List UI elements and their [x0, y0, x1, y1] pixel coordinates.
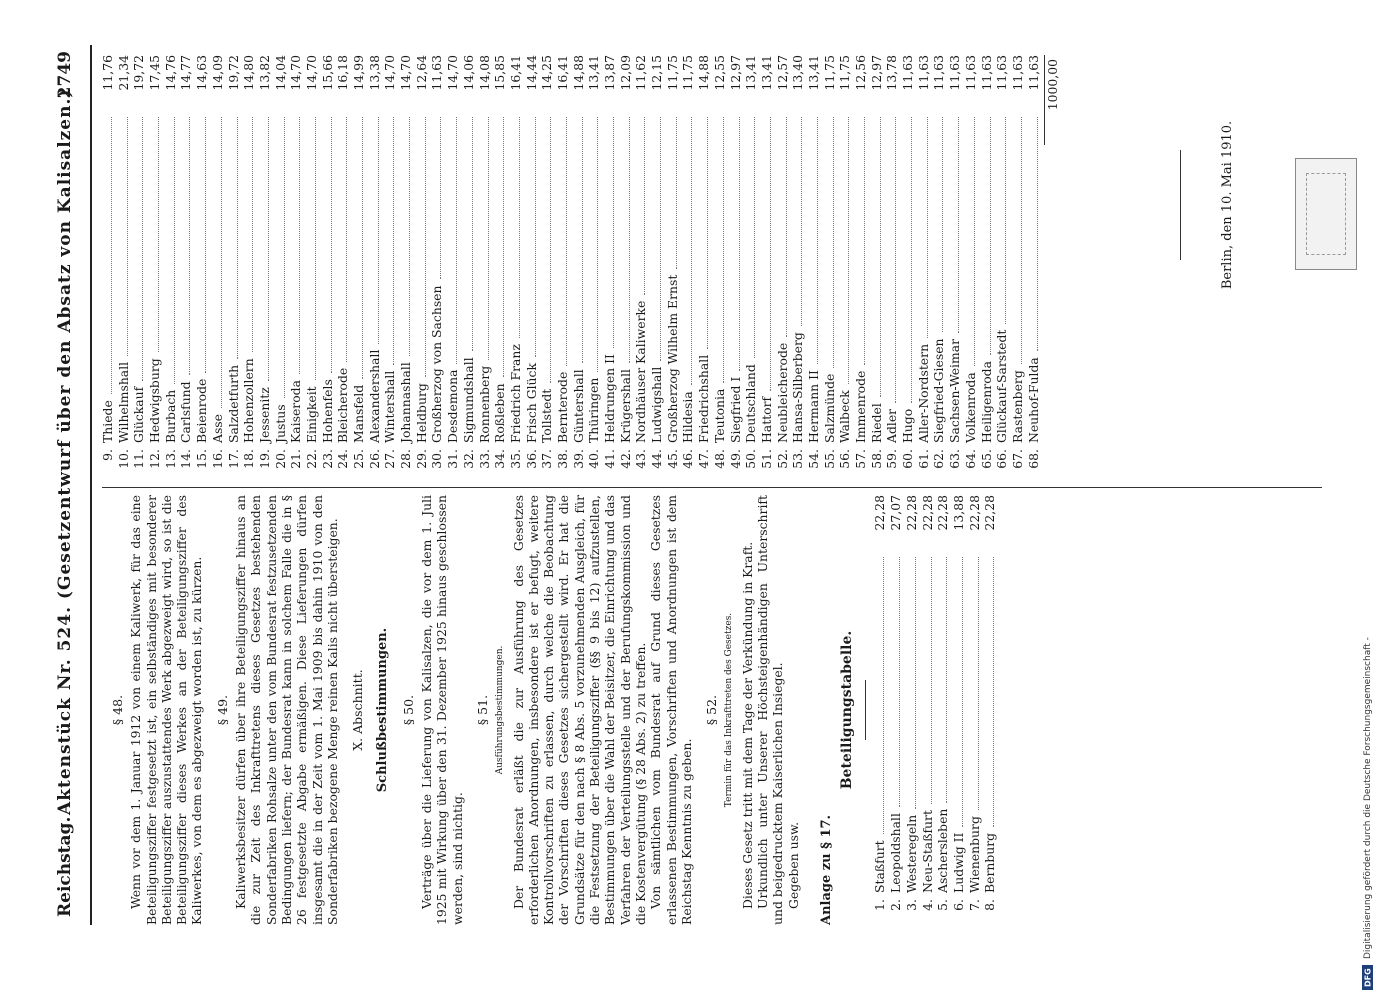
row-number: 52.: [774, 449, 790, 469]
row-name: Rastenberg: [1009, 370, 1025, 443]
row-name: Ludwig II: [950, 832, 966, 893]
side-note-text: Digitalisierung gefördert durch die Deutsche Forschungsgemeinschaft -: [1363, 637, 1373, 960]
row-value: 11,75: [664, 55, 680, 91]
section-51-heading: § 51.: [474, 694, 490, 726]
row-number: 64.: [962, 449, 978, 469]
row-value: 14,70: [398, 55, 414, 91]
row-name: Einigkeit: [303, 386, 319, 443]
row-number: 39.: [570, 449, 586, 469]
row-name: Ludwigshall: [649, 366, 665, 443]
row-number: 23.: [319, 449, 335, 469]
section-51-text-2: Von sämtlichen vom Bundesrat auf Grund dieses Gesetzes erlassenen Bestimmungen, Vorschriften und Anordnungen ist dem Reichstag Kenntnis zu geben.: [648, 495, 694, 925]
row-number: 34.: [492, 449, 508, 469]
row-number: 28.: [398, 449, 414, 469]
row-number: 67.: [1009, 449, 1025, 469]
row-number: 56.: [837, 449, 853, 469]
row-name: Friedrich Franz: [507, 344, 523, 443]
row-value: 15,66: [319, 55, 335, 91]
row-name: Neubleicherode: [774, 342, 790, 443]
row-name: Glückauf-Sarstedt: [994, 329, 1010, 443]
row-value: 15,85: [492, 55, 508, 91]
row-name: Volkenroda: [962, 372, 978, 443]
row-value: 14,99: [351, 55, 366, 91]
row-value: 14,06: [460, 55, 476, 91]
row-name: Tollstedt: [539, 388, 555, 443]
section-51-text-1: Der Bundesrat erläßt die zur Ausführung des Gesetzes erforderlichen Anordnungen, insbesondere ist er befugt, weitere Kontrollvorschriften zu erlassen, durch welche die Beobachtung der Vorschriften dieses Gesetzes sichergestellt wird. Er hat die Grundsätze für den nach § 8 Abs. 5 vorzunehmenden Ausgleich, für die Festsetzung der Beteiligungsziffer (§§ 9 bis 12) aufzustellen, Bestimmungen über die Wahl der Beisitzer, die Einrichtung und das Verfahren der Verteilungsstelle und der Berufungskommission und die Kostenvergütung (§ 28 Abs. 2) zu treffen.: [510, 495, 648, 925]
row-value: 12,09: [617, 55, 633, 91]
row-name: Neuhof-Fulda: [1025, 357, 1041, 443]
row-number: 35.: [507, 449, 523, 469]
row-number: 31.: [445, 449, 461, 469]
row-number: 29.: [413, 449, 429, 469]
row-value: 12,56: [853, 55, 868, 91]
row-value: 11,63: [931, 55, 947, 91]
row-value: 11,75: [821, 55, 837, 91]
section-52-subtitle: Termin für das Inkrafttreten des Gesetzes.: [724, 612, 735, 808]
row-number: 6.: [950, 899, 966, 911]
row-number: 43.: [633, 449, 649, 469]
row-name: Heldrungen II: [602, 354, 617, 443]
row-number: 42.: [617, 449, 633, 469]
row-number: 8.: [982, 899, 998, 911]
row-value: 13,38: [366, 55, 382, 91]
row-number: 47.: [696, 449, 712, 469]
row-name: Nordhäuser Kaliwerke: [633, 300, 649, 443]
section-50-text: Verträge über die Lieferung von Kalisalzen, die vor dem 1. Juli 1925 mit Wirkung über den 31. Dezember 1925 hinaus geschlossen werden, sind nichtig.: [419, 495, 465, 925]
row-name: Friedrichshall: [696, 354, 712, 443]
row-number: 66.: [994, 449, 1010, 469]
row-number: 48.: [711, 449, 727, 469]
header-title: Aktenstück Nr. 524. (Gesetzentwurf über den Absatz von Kalisalzen.): [55, 88, 75, 815]
row-name: Hermann II: [805, 370, 821, 443]
row-number: 68.: [1025, 449, 1041, 469]
row-name: Roßleben: [492, 383, 508, 443]
row-name: Thüringen: [586, 377, 602, 443]
row-name: Salzmünde: [821, 373, 837, 443]
section-52-text: Dieses Gesetz tritt mit dem Tage der Verkündung in Kraft.: [739, 541, 755, 909]
row-value: 19,72: [131, 55, 147, 91]
row-number: 30.: [429, 449, 445, 469]
row-name: Asse: [209, 414, 225, 443]
row-name: Wilhelmshall: [115, 361, 131, 443]
row-value: 11,75: [837, 55, 853, 91]
row-number: 3.: [903, 899, 919, 911]
page-number: 2749: [55, 51, 75, 99]
row-number: 55.: [821, 449, 837, 469]
row-name: Kaiseroda: [288, 380, 304, 443]
row-name: Siegfried-Giesen: [931, 338, 947, 443]
row-value: 12,97: [727, 55, 743, 91]
row-number: 17.: [225, 449, 241, 469]
row-value: 14,70: [445, 55, 461, 91]
row-name: Wienenburg: [966, 816, 982, 893]
row-number: 57.: [853, 449, 868, 469]
row-number: 63.: [947, 449, 963, 469]
date-line: Berlin, den 10. Mai 1910.: [1220, 120, 1235, 290]
row-number: 38.: [554, 449, 570, 469]
row-name: Bernburg: [982, 832, 998, 893]
row-name: Adler: [884, 408, 900, 443]
row-value: 16,41: [554, 55, 570, 91]
row-name: Güntershall: [570, 369, 586, 443]
row-value: 19,72: [225, 55, 241, 91]
row-number: 62.: [931, 449, 947, 469]
row-value: 13,41: [758, 55, 774, 91]
row-number: 65.: [978, 449, 994, 469]
row-value: 22,28: [982, 495, 998, 531]
row-value: 14,04: [272, 55, 288, 91]
header-left: Reichstag.: [55, 816, 75, 917]
row-value: 12,15: [649, 55, 665, 91]
row-name: Leopoldshall: [888, 813, 904, 893]
row-name: Sigmundshall: [460, 357, 476, 443]
row-value: 22,28: [872, 495, 888, 531]
date-rule: [1180, 150, 1181, 260]
row-name: Heiligenroda: [978, 361, 994, 443]
row-name: Justus: [272, 404, 288, 443]
row-value: 12,64: [413, 55, 429, 91]
row-number: 19.: [256, 449, 272, 469]
row-value: 13,41: [805, 55, 821, 91]
row-name: Westeregeln: [903, 814, 919, 893]
row-value: 14,44: [523, 55, 539, 91]
row-number: 18.: [241, 449, 257, 469]
row-number: 59.: [884, 449, 900, 469]
row-number: 4.: [919, 899, 935, 911]
row-value: 27,07: [888, 495, 904, 531]
row-name: Großherzog Wilhelm Ernst: [664, 274, 680, 443]
row-number: 12.: [147, 449, 163, 469]
gegeben-text: Gegeben usw.: [785, 821, 801, 909]
row-value: 14,09: [209, 55, 225, 91]
row-name: Aschersleben: [935, 808, 951, 893]
row-value: 14,70: [303, 55, 319, 91]
row-number: 26.: [366, 449, 382, 469]
row-name: Bleicherode: [335, 367, 351, 443]
row-name: Riedel: [868, 403, 884, 443]
row-name: Staßfurt: [872, 840, 888, 893]
row-value: 12,97: [868, 55, 884, 91]
row-value: 22,28: [935, 495, 951, 531]
row-value: 13,41: [586, 55, 602, 91]
row-value: 11,63: [978, 55, 994, 91]
row-number: 49.: [727, 449, 743, 469]
row-name: Hedwigsburg: [147, 358, 163, 443]
row-name: Krügershall: [617, 369, 633, 443]
row-name: Heldburg: [413, 383, 429, 443]
row-number: 37.: [539, 449, 555, 469]
row-name: Teutonia: [711, 388, 727, 443]
row-value: 14,76: [162, 55, 178, 91]
row-number: 45.: [664, 449, 680, 469]
row-name: Hugo: [900, 408, 916, 443]
row-value: 14,70: [288, 55, 304, 91]
table-title: Beteiligungstabelle.: [839, 630, 856, 790]
row-value: 11,63: [429, 55, 445, 91]
row-value: 14,77: [178, 55, 194, 91]
row-number: 1.: [872, 899, 888, 911]
section-48-heading: § 48.: [110, 694, 125, 726]
section-51-subtitle: Ausführungsbestimmungen.: [495, 645, 506, 775]
row-value: 22,28: [919, 495, 935, 531]
row-number: 21.: [288, 449, 304, 469]
row-value: 13,40: [790, 55, 806, 91]
row-number: 7.: [966, 899, 982, 911]
row-value: 11,63: [915, 55, 931, 91]
row-number: 25.: [351, 449, 366, 469]
row-value: 14,88: [696, 55, 712, 91]
row-value: 13,82: [256, 55, 272, 91]
row-number: 22.: [303, 449, 319, 469]
side-note: [1360, 30, 1376, 990]
row-number: 24.: [335, 449, 351, 469]
row-number: 61.: [915, 449, 931, 469]
seal-inner: [1306, 173, 1346, 255]
row-value: 11,75: [680, 55, 696, 91]
row-name: Sachsen-Weimar: [947, 338, 963, 443]
row-value: 12,57: [774, 55, 790, 91]
row-number: 32.: [460, 449, 476, 469]
row-number: 5.: [935, 899, 951, 911]
row-name: Walbeck: [837, 390, 853, 443]
row-number: 40.: [586, 449, 602, 469]
row-value: 11,63: [1025, 55, 1041, 91]
row-value: 16,18: [335, 55, 351, 91]
section-49-text: Kaliwerksbesitzer dürfen über ihre Beteiligungsziffer hinaus an die zur Zeit des Inkrafttretens dieses Gesetzes bestehenden Sonderfabriken Rohsalze unter den vom Bundesrat festzusetzenden Bedingungen liefern; der Bundesrat kann in solchem Falle die in § 26 festgesetzte Abgabe ermäßigen. Diese Lieferungen dürfen insgesamt die in der Zeit vom 1. Mai 1909 bis dahin 1910 von den Sonderfabriken bezogene Menge reinen Kalis nicht übersteigen.: [233, 495, 340, 925]
row-number: 33.: [476, 449, 492, 469]
row-name: Deutschland: [743, 364, 759, 443]
row-name: Bernterode: [554, 371, 570, 443]
row-value: 13,41: [743, 55, 759, 91]
row-number: 58.: [868, 449, 884, 469]
row-value: 14,70: [382, 55, 398, 91]
row-number: 54.: [805, 449, 821, 469]
row-value: 11,63: [947, 55, 963, 91]
row-number: 53.: [790, 449, 806, 469]
chapter-x-title: Schlußbestimmungen.: [375, 627, 391, 793]
row-value: 14,08: [476, 55, 492, 91]
row-name: Desdemona: [445, 369, 461, 443]
urkundlich-text: Urkundlich unter Unserer Höchsteigenhändigen Unterschrift und beigedrucktem Kaiserlichen Insiegel.: [754, 495, 786, 925]
section-50-heading: § 50.: [400, 694, 416, 726]
closing-block: [40, 45, 1330, 925]
row-name: Hattorf: [758, 396, 774, 443]
row-name: Hohenzollern: [241, 358, 257, 443]
row-name: Hohenfels: [319, 379, 335, 443]
row-value: 11,63: [994, 55, 1010, 91]
row-name: Aller-Nordstern: [915, 343, 931, 443]
row-name: Großherzog von Sachsen: [429, 285, 445, 443]
chapter-x-heading: X. Abschnitt.: [350, 669, 366, 751]
row-number: 60.: [900, 449, 916, 469]
seal-stamp: [1295, 158, 1357, 270]
row-number: 9.: [100, 449, 115, 461]
row-name: Carlsfund: [178, 381, 194, 443]
row-number: 2.: [888, 899, 904, 911]
row-number: 11.: [131, 449, 147, 469]
section-49-heading: § 49.: [214, 694, 230, 726]
row-name: Immenrode: [853, 370, 868, 443]
row-value: 13,87: [602, 55, 617, 91]
row-value: 14,63: [194, 55, 210, 91]
row-name: Frisch Glück: [523, 363, 539, 443]
row-number: 14.: [178, 449, 194, 469]
row-name: Jessenitz: [256, 387, 272, 443]
row-name: Alexandershall: [366, 349, 382, 443]
row-value: 21,34: [115, 55, 131, 91]
section-52-heading: § 52.: [704, 694, 720, 726]
row-number: 44.: [649, 449, 665, 469]
row-value: 16,41: [507, 55, 523, 91]
row-name: Ronnenberg: [476, 365, 492, 443]
row-number: 27.: [382, 449, 398, 469]
row-value: 22,28: [966, 495, 982, 531]
row-name: Hansa-Silberberg: [790, 332, 806, 443]
row-name: Burbach: [162, 389, 178, 443]
row-value: 14,88: [570, 55, 586, 91]
row-value: 22,28: [903, 495, 919, 531]
row-name: Wintershall: [382, 370, 398, 443]
row-name: Siegfried I: [727, 376, 743, 443]
dfg-logo: DFG: [1363, 965, 1374, 990]
row-number: 16.: [209, 449, 225, 469]
row-number: 36.: [523, 449, 539, 469]
row-value: 11,63: [1009, 55, 1025, 91]
row-number: 50.: [743, 449, 759, 469]
row-value: 11,63: [900, 55, 916, 91]
row-name: Thiede: [100, 400, 115, 443]
row-number: 41.: [602, 449, 617, 469]
row-name: Mansfeld: [351, 384, 366, 443]
section-48-text: Wenn vor dem 1. Januar 1912 von einem Kaliwerk, für das eine Beteiligungsziffer festgesetzt ist, ein selbständiges mit besonderer Beteiligungsziffer auszustattendes Werk abgezweigt wird, so ist die Beteiligungsziffer dieses Werkes an der Beteiligungsziffer des Kaliwerkes, von dem es abgezweigt worden ist, zu kürzen.: [128, 495, 205, 925]
row-value: 17,45: [147, 55, 163, 91]
table-total: 1000,00: [1045, 59, 1061, 111]
row-value: 14,25: [539, 55, 555, 91]
row-value: 13,88: [950, 495, 966, 531]
row-number: 10.: [115, 449, 131, 469]
row-number: 13.: [162, 449, 178, 469]
row-name: Beienrode: [194, 378, 210, 443]
row-value: 11,62: [633, 55, 649, 91]
row-name: Salzdetfurth: [225, 364, 241, 443]
row-number: 20.: [272, 449, 288, 469]
row-name: Hildesia: [680, 391, 696, 443]
row-number: 15.: [194, 449, 210, 469]
row-value: 12,55: [711, 55, 727, 91]
row-value: 14,80: [241, 55, 257, 91]
row-name: Neu-Staßfurt: [919, 810, 935, 893]
row-value: 13,78: [884, 55, 900, 91]
anlage-heading: Anlage zu § 17.: [818, 814, 834, 925]
row-name: Johannashall: [398, 362, 414, 443]
row-name: Glückauf: [131, 386, 147, 443]
row-value: 11,63: [962, 55, 978, 91]
row-number: 51.: [758, 449, 774, 469]
row-number: 46.: [680, 449, 696, 469]
row-value: 11,76: [100, 55, 115, 91]
